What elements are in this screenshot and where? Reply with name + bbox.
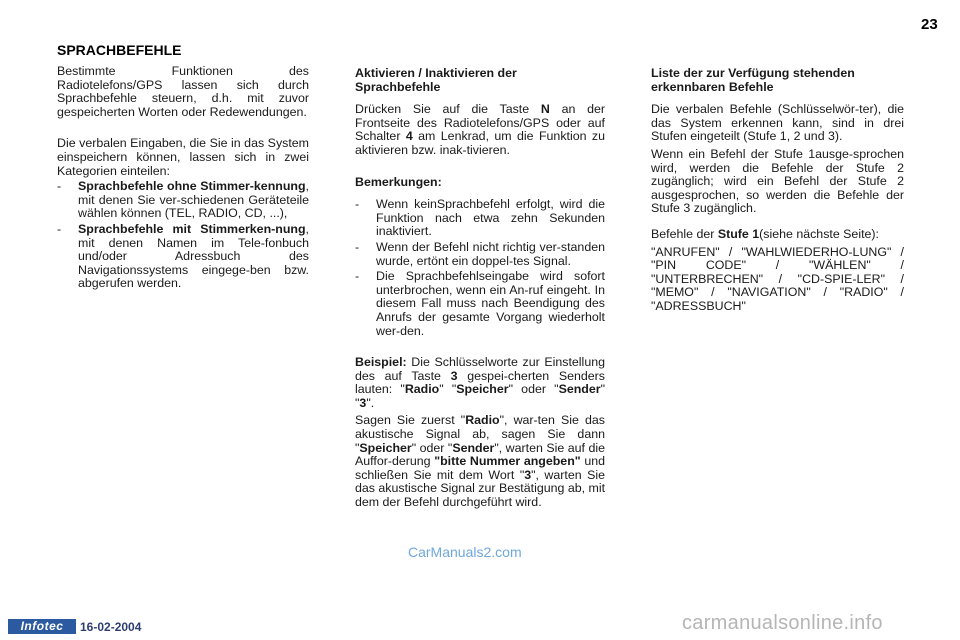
column-1 (57, 65, 309, 300)
example-paragraph: Beispiel: Die Schlüsselworte zur Einstellung des auf Taste 3 gespei-cherten Senders lauten: "Radio" "Speicher" oder "Sender" "3". (355, 355, 605, 410)
commands-paragraph-3: Befehle der Stufe 1(siehe nächste Seite): (651, 226, 879, 241)
level-1-commands: "ANRUFEN" / "WAHLWIEDERHO-LUNG" / "PIN CODE" / "WÄHLEN" / "UNTERBRECHEN" / "CD-SPIE-LER" / "MEMO" / "NAVIGATION" / "RADIO" / "ADRESSBUCH" (651, 244, 904, 313)
categories-intro: Die verbalen Eingaben, die Sie in das System einspeichern können, lassen sich in zwei Kategorien einteilen: (57, 136, 309, 178)
commands-paragraph-2: Wenn ein Befehl der Stufe 1ausge-sprochen wird, werden die Befehle der Stufe 2 zugänglich; wird ein Befehl der Stufe 2 ausgesprochen, so werden die Befehle der Stufe 3 zugänglich. (651, 146, 904, 216)
activation-paragraph: Drücken Sie auf die Taste N an der Frontseite des Radiotelefons/GPS oder auf Schalter 4 am Lenkrad, um die Funktion zu aktivieren bzw. inak-tivieren. (355, 102, 605, 157)
list-item: - Wenn keinSprachbefehl erfolgt, wird die Funktion nach etwa zehn Sekunden inaktiviert. (355, 197, 605, 239)
instruction-paragraph: Sagen Sie zuerst "Radio", war-ten Sie das akustische Signal ab, sagen Sie dann "Speicher" oder "Sender", warten Sie auf die Auffor-derung "bitte Nummer angeben" und schließen Sie mit dem Wort "3", warten Sie das akustische Signal zur Bestätigung ab, mit dem der Befehl durchgeführt wird. (355, 413, 606, 510)
activation-heading: Aktivieren / Inaktivieren der Sprachbefehle (355, 66, 517, 94)
column-2 (355, 67, 605, 519)
section-title: SPRACHBEFEHLE (57, 42, 182, 58)
commands-paragraph-1: Die verbalen Befehle (Schlüsselwör-ter), die das System erkennen kann, sind in drei Stufen eingeteilt (Stufe 1, 2 und 3). (651, 102, 904, 144)
list-item: - Wenn der Befehl nicht richtig ver-standen wurde, ertönt ein doppel-tes Signal. (355, 239, 605, 268)
list-item: - Die Sprachbefehlseingabe wird sofort unterbrochen, wenn ein An-ruf eingeht. In diesem Fall muss nach Beendigung des Anrufs der gesamte Vorgang wiederholt wer-den. (355, 269, 605, 338)
watermark-text: CarManuals2.com (408, 544, 522, 560)
column-3 (651, 67, 904, 323)
infotec-logo: Infotec (8, 619, 76, 634)
category-list (57, 180, 309, 291)
list-item: - Sprachbefehle ohne Stimmer-kennung, mit denen Sie ver-schiedenen Geräteteile wählen können (TEL, RADIO, CD, ...), (57, 179, 309, 221)
remarks-heading: Bemerkungen: (355, 174, 442, 189)
page-number: 23 (921, 16, 938, 33)
footer-date: 16-02-2004 (80, 620, 142, 634)
remarks-list (355, 198, 605, 338)
list-item: - Sprachbefehle mit Stimmerken-nung, mit denen Namen im Tele-fonbuch und/oder Adressbuch des Navigationssystems eingege-ben bzw. abgerufen werden. (57, 221, 309, 291)
commands-heading: Liste der zur Verfügung stehenden erkennbaren Befehle (651, 66, 855, 94)
intro-paragraph: Bestimmte Funktionen des Radiotelefons/GPS lassen sich durch Sprachbefehle steuern, d.h. mit zuvor gespeicherten Worten oder Redewendungen. (57, 64, 309, 119)
footer-site-watermark: carmanualsonline.info (682, 612, 883, 634)
